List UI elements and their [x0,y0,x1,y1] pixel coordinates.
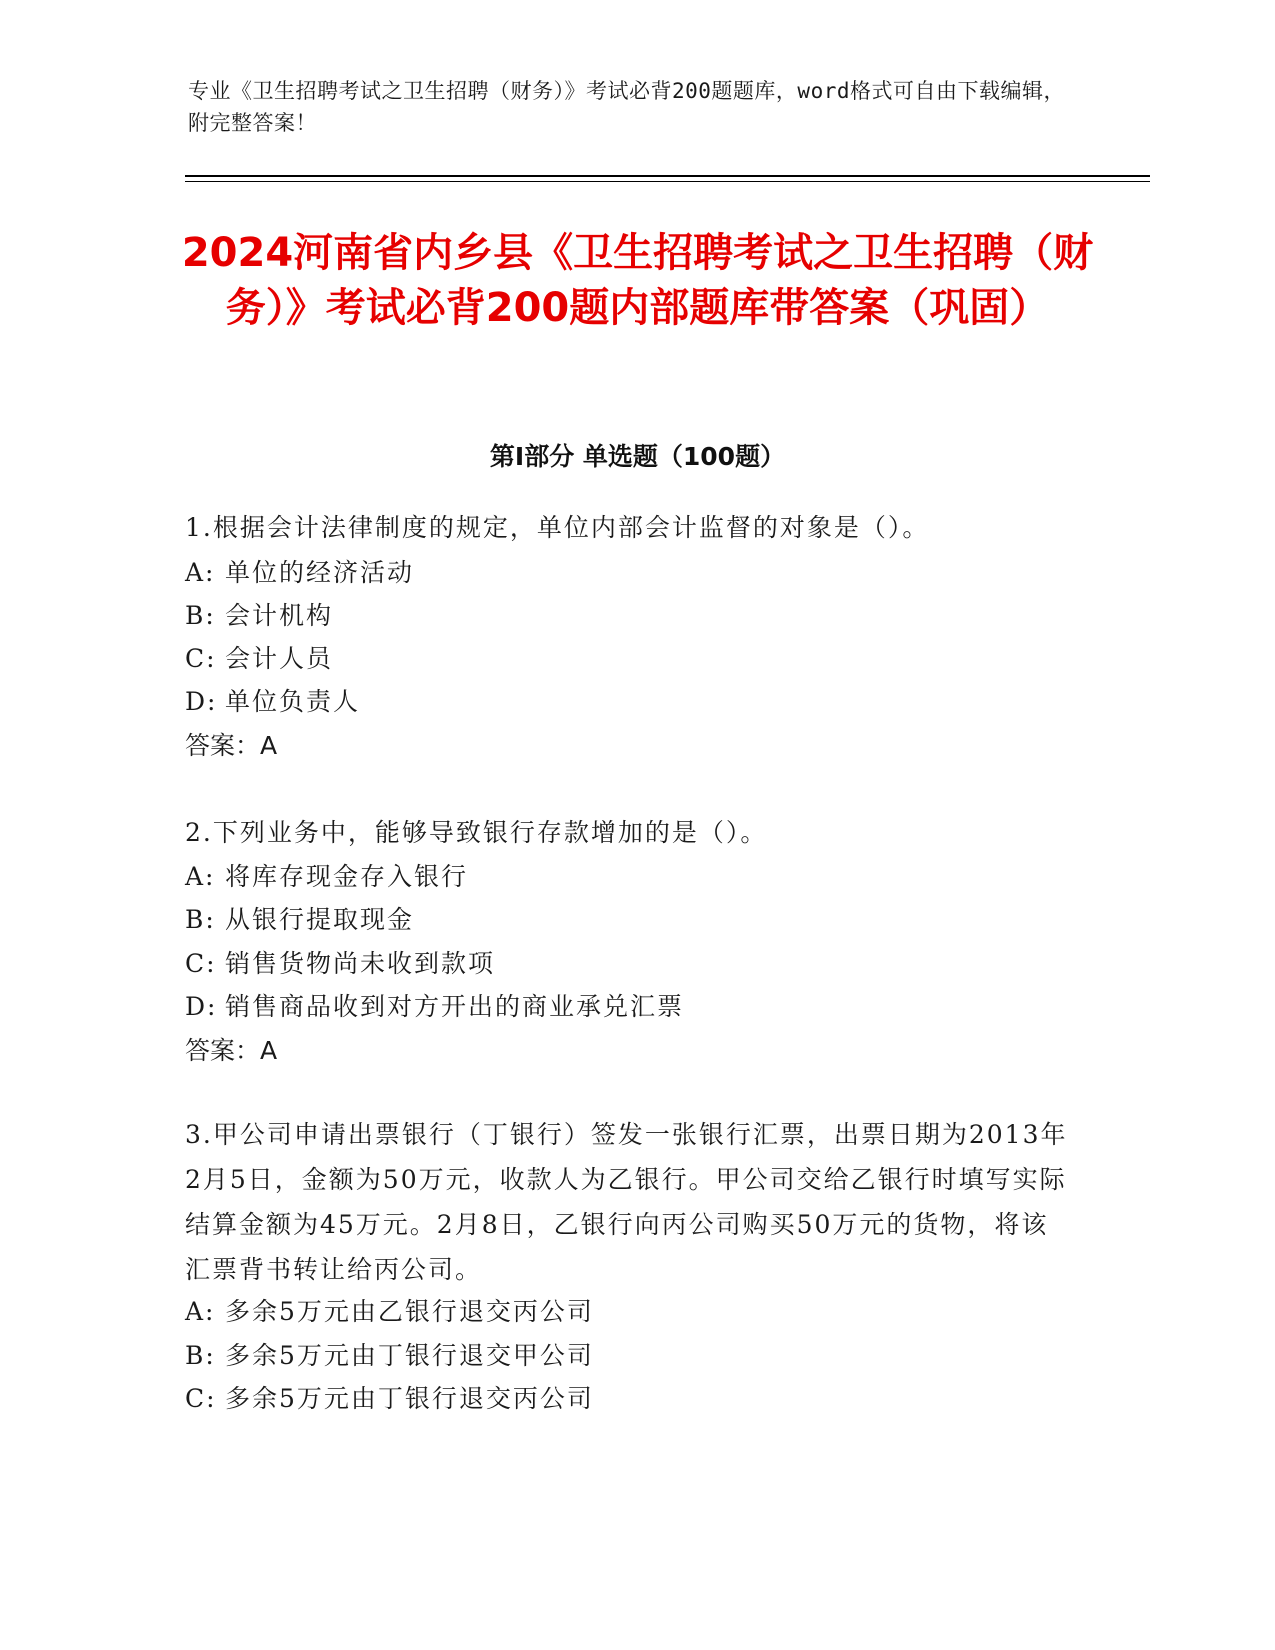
question-3-option-b [185,1336,1085,1372]
question-2-stem: 2.下列业务中，能够导致银行存款增加的是（）。 [185,818,768,847]
option-letter: A: [185,862,216,891]
option-letter: C: [185,949,217,978]
question-2-option-c [185,944,1085,980]
option-text: 从银行提取现金 [225,905,415,934]
option-text: 单位的经济活动 [225,558,415,587]
document-title: 2024河南省内乡县《卫生招聘考试之卫生招聘（财务）》考试必背200题内部题库带答案（巩固） [181,230,1094,331]
question-1-option-c [185,639,1085,675]
option-text: 多余5万元由乙银行退交丙公司 [225,1297,594,1326]
option-letter: D: [185,687,218,716]
option-text: 销售货物尚未收到款项 [225,949,496,978]
option-text: 会计机构 [225,601,334,630]
option-text: 销售商品收到对方开出的商业承兑汇票 [225,992,685,1021]
question-2-answer: 答案：A [185,1036,278,1065]
question-2-option-d [185,987,1085,1023]
question-2-option-b [185,900,1085,936]
option-letter: B: [185,905,216,934]
header-note: 专业《卫生招聘考试之卫生招聘（财务）》考试必背200题题库，word格式可自由下载编辑，附完整答案！ [188,79,1065,135]
option-letter: A: [185,1297,216,1326]
option-letter: C: [185,644,217,673]
option-text: 多余5万元由丁银行退交甲公司 [225,1341,594,1370]
option-text: 多余5万元由丁银行退交丙公司 [225,1384,594,1413]
option-letter: A: [185,558,216,587]
question-2-option-a [185,857,1085,893]
option-text: 将库存现金存入银行 [225,862,469,891]
question-3-option-a [185,1292,1085,1328]
option-letter: B: [185,601,216,630]
header-rule-thick [185,175,1150,177]
question-3-option-c [185,1379,1085,1415]
option-letter: D: [185,992,218,1021]
question-1-option-b [185,596,1085,632]
section-title: 第I部分 单选题（100题） [489,442,786,471]
question-1-option-d [185,682,1085,718]
question-3-stem: 3.甲公司申请出票银行（丁银行）签发一张银行汇票，出票日期为2013年2月5日，金额为50万元，收款人为乙银行。甲公司交给乙银行时填写实际结算金额为45万元。2月8日，乙银行向丙公司购买50万元的货物，将该汇票背书转让给丙公司。 [185,1120,1068,1284]
option-text: 会计人员 [225,644,334,673]
header-rule-thin [185,181,1150,182]
question-1-option-a [185,553,1085,589]
option-text: 单位负责人 [225,687,361,716]
option-letter: C: [185,1384,217,1413]
option-letter: B: [185,1341,216,1370]
question-1-stem: 1.根据会计法律制度的规定，单位内部会计监督的对象是（）。 [185,513,930,542]
question-1-answer: 答案：A [185,731,278,760]
